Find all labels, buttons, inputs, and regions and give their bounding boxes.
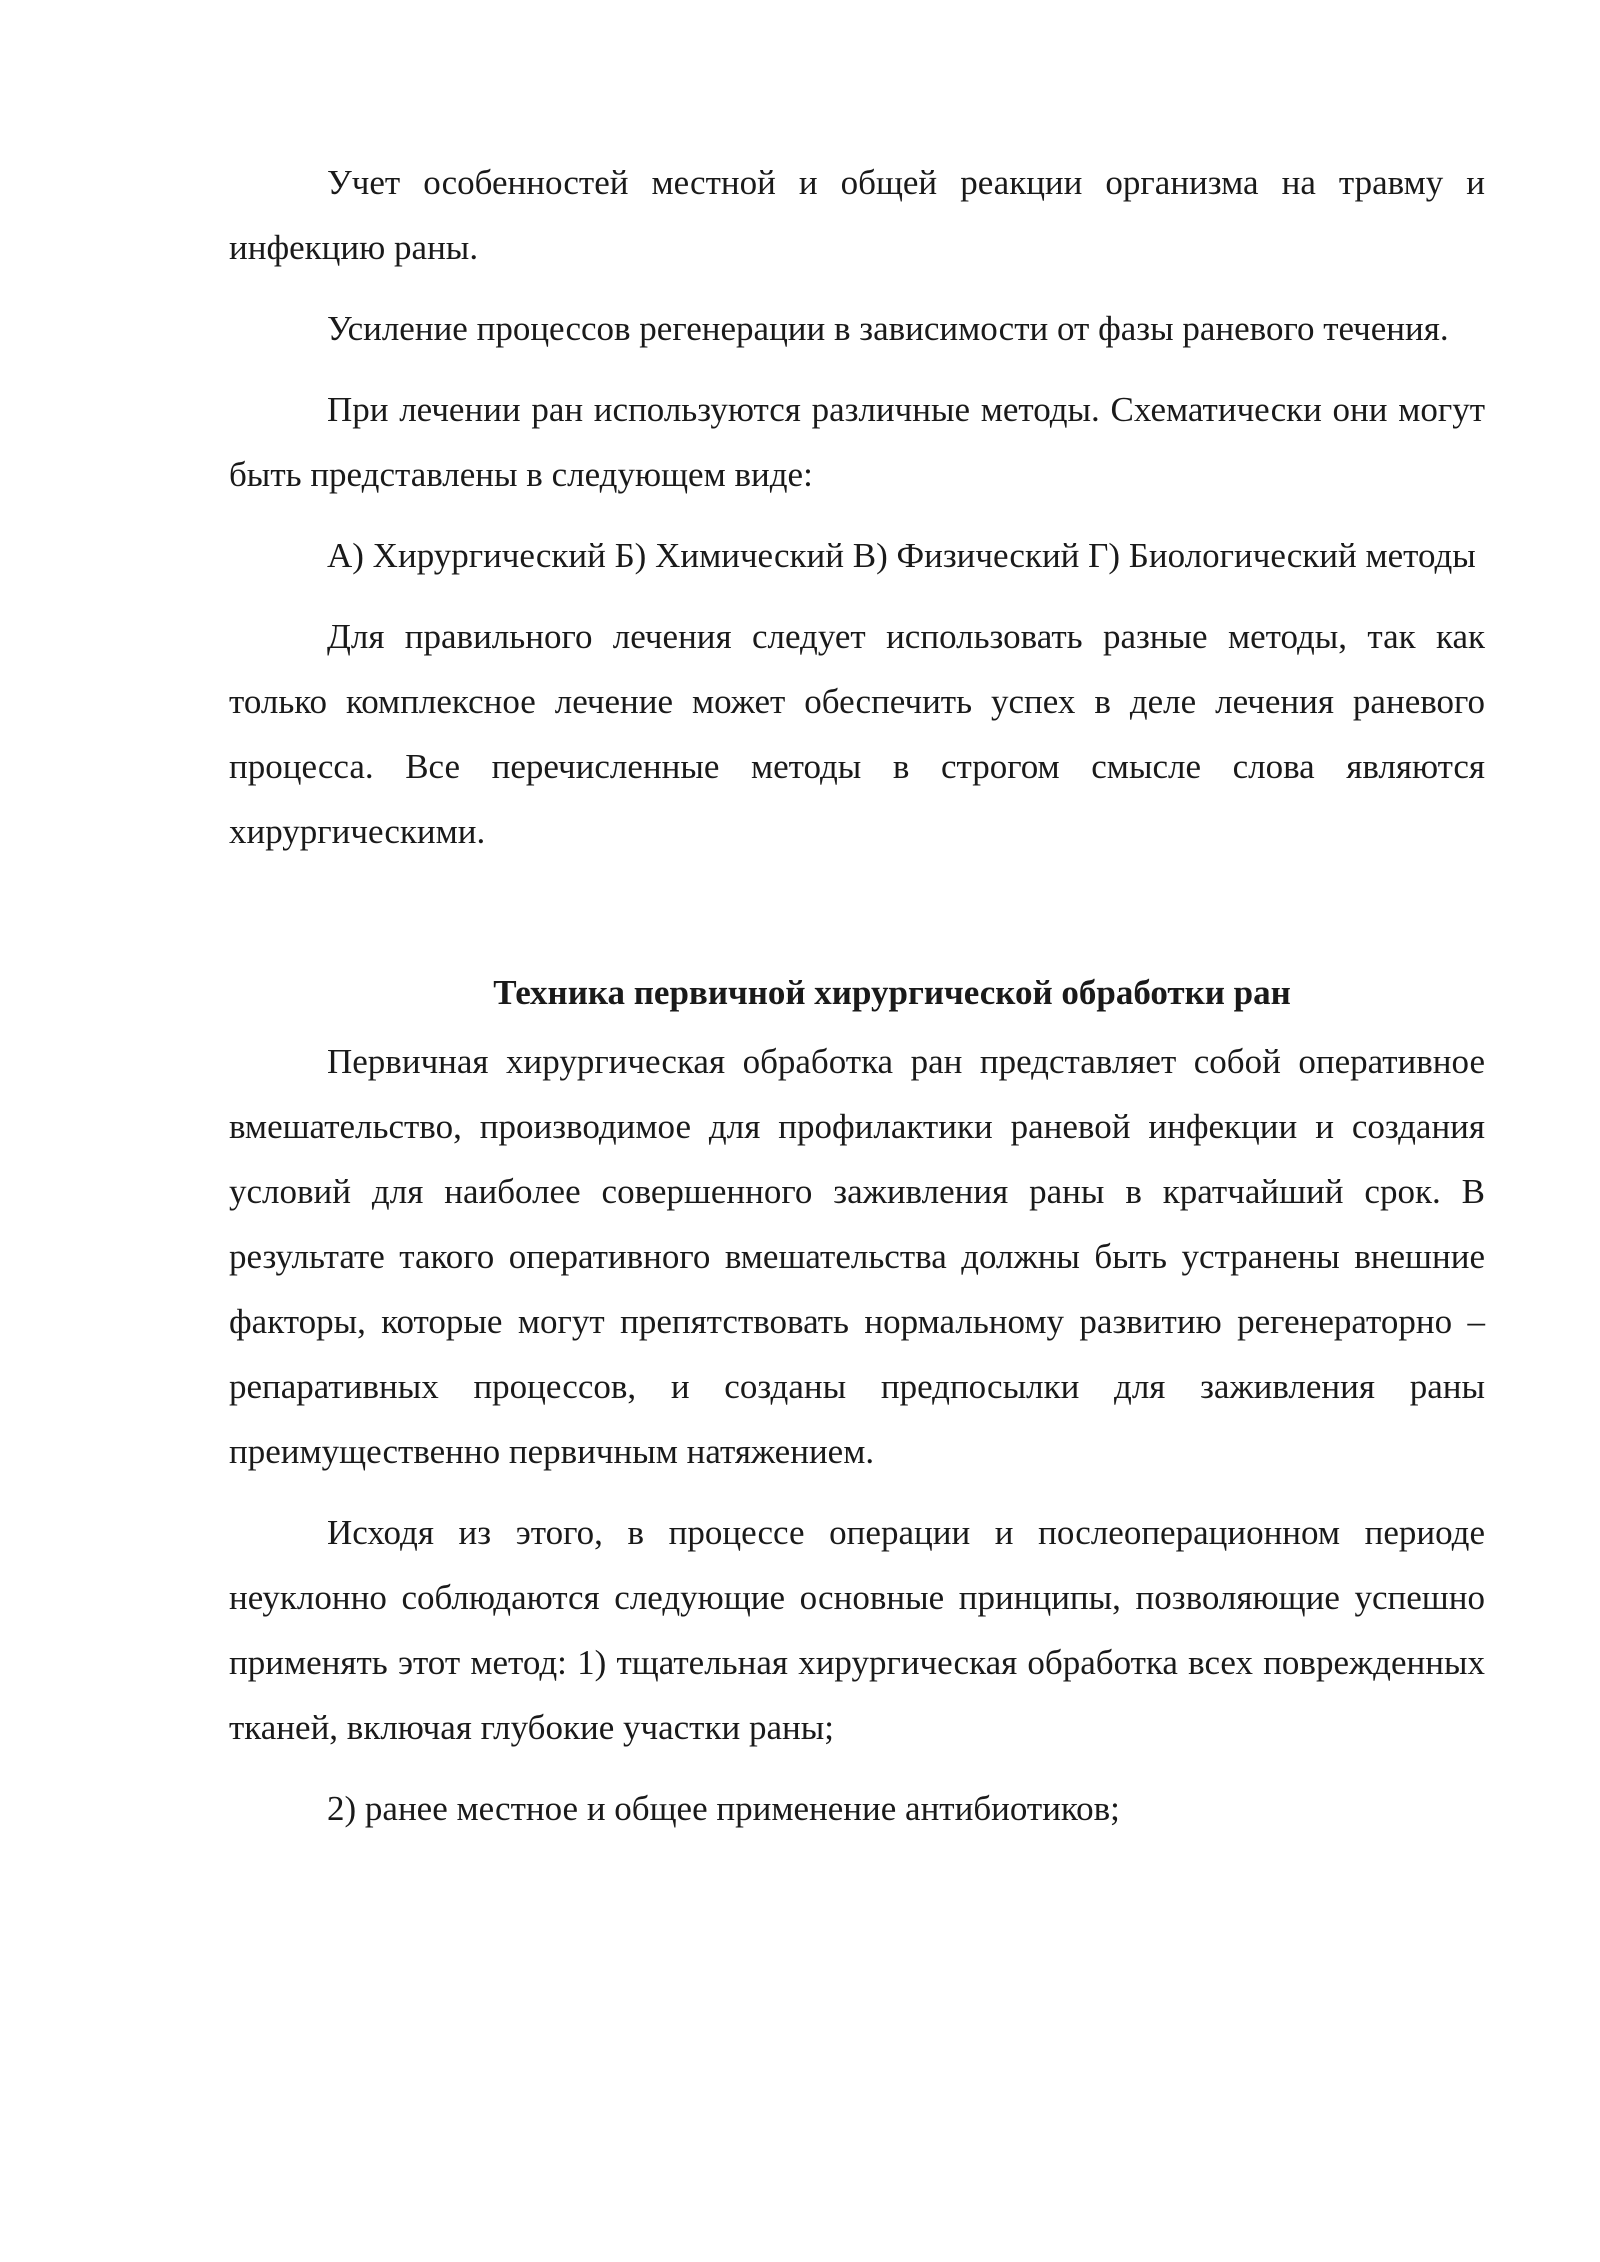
paragraph-methods-intro: При лечении ран используются различные методы. Схематически они могут быть представлены в следующем виде:: [229, 390, 1485, 494]
section-heading: Техника первичной хирургической обработки ран: [493, 973, 1291, 1012]
paragraph-principles: Исходя из этого, в процессе операции и послеоперационном периоде неуклонно соблюдаются следующие основные принципы, позволяющие успешно применять этот метод: 1) тщательная хирургическая обработка всех поврежденных тканей, включая глубокие участки раны;: [229, 1513, 1485, 1747]
paragraph-reaction: Учет особенностей местной и общей реакции организма на травму и инфекцию раны.: [229, 163, 1485, 267]
paragraph-methods-list: А) Хирургический Б) Химический В) Физический Г) Биологический методы: [327, 536, 1476, 575]
paragraph-primary-treatment: Первичная хирургическая обработка ран представляет собой оперативное вмешательство, производимое для профилактики раневой инфекции и создания условий для наиболее совершенного заживления раны в кратчайший срок. В результате такого оперативного вмешательства должны быть устранены внешние факторы, которые могут препятствовать нормальному развитию регенераторно – репаративных процессов, и созданы предпосылки для заживления раны преимущественно первичным натяжением.: [229, 1042, 1485, 1471]
paragraph-regeneration: Усиление процессов регенерации в зависимости от фазы раневого течения.: [327, 309, 1449, 348]
paragraph-complex-treatment: Для правильного лечения следует использовать разные методы, так как только комплексное лечение может обеспечить успех в деле лечения раневого процесса. Все перечисленные методы в строгом смысле слова являются хирургическими.: [229, 617, 1485, 851]
document-body: [229, 150, 1485, 1857]
paragraph-antibiotics: 2) ранее местное и общее применение антибиотиков;: [327, 1789, 1120, 1828]
